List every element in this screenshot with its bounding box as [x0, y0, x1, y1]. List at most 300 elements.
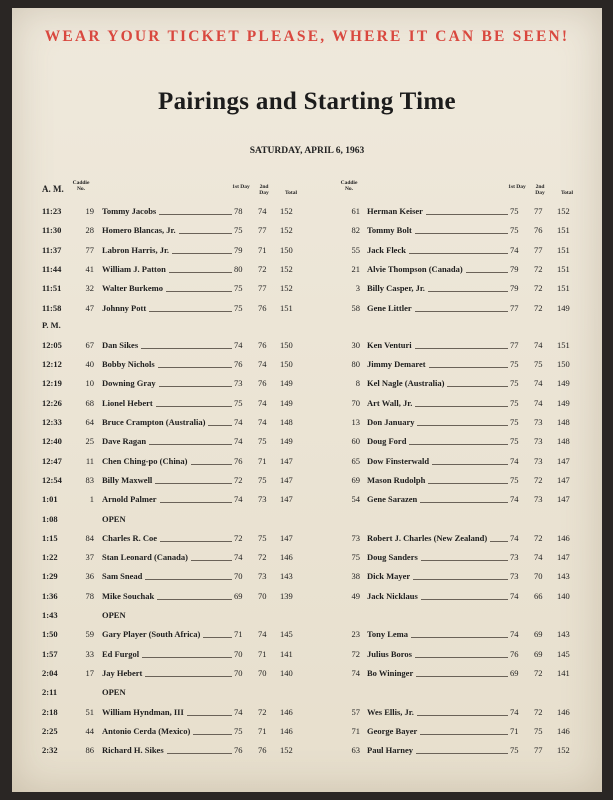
total-score: 151 [280, 302, 293, 313]
second-day-score: 74 [258, 629, 267, 640]
second-day-score: 74 [258, 206, 267, 216]
caddie-number: 57 [351, 706, 360, 717]
total-score: 149 [280, 378, 293, 389]
second-day-score: 76 [258, 378, 267, 389]
second-day-score: 73 [534, 455, 543, 466]
total-score: 143 [280, 571, 293, 582]
caddie-number: 86 [85, 745, 94, 756]
first-day-score: 73 [510, 552, 519, 563]
leader-line [466, 272, 508, 273]
player-name: Downing Gray [102, 378, 156, 389]
caddie-number: 38 [351, 571, 360, 582]
second-day-score: 74 [534, 397, 543, 408]
total-score: 147 [557, 474, 570, 485]
leader-line [145, 676, 232, 677]
caddie-number: 8 [355, 378, 360, 389]
tee-time: 1:43 [42, 610, 58, 620]
tee-time: 11:44 [42, 263, 62, 274]
first-day-score: 75 [510, 436, 519, 447]
caddie-number: 3 [355, 283, 360, 294]
total-score: 146 [280, 706, 293, 717]
first-day-score: 75 [510, 397, 519, 408]
total-score: 139 [280, 590, 293, 601]
caddie-number: 83 [85, 474, 94, 485]
caddie-number: 37 [85, 552, 94, 563]
player-name: Art Wall, Jr. [367, 397, 413, 408]
player-name: Alvie Thompson (Canada) [367, 263, 463, 274]
player-name: Gary Player (South Africa) [102, 629, 201, 640]
player-name: Wes Ellis, Jr. [367, 706, 414, 717]
caddie-number: 54 [351, 494, 360, 505]
first-day-score: 75 [510, 359, 519, 370]
first-day-score: 75 [234, 397, 243, 408]
caddie-number: 23 [351, 629, 360, 640]
total-score: 140 [557, 590, 570, 601]
player-name: Kel Nagle (Australia) [367, 378, 445, 389]
first-day-score: 76 [510, 648, 519, 659]
caddie-number: 40 [85, 359, 94, 370]
total-score: 147 [280, 474, 293, 485]
caddie-number: 74 [351, 667, 360, 678]
leader-line [158, 367, 232, 368]
total-score: 147 [557, 455, 570, 466]
first-day-score: 79 [510, 263, 519, 274]
leader-line [157, 599, 232, 600]
first-day-score: 74 [510, 494, 519, 505]
leader-line [426, 214, 508, 215]
leader-line [160, 541, 232, 542]
caddie-number: 84 [85, 532, 94, 543]
total-score: 150 [280, 359, 293, 370]
player-name: Jimmy Demaret [367, 359, 426, 370]
leader-line [415, 233, 508, 234]
leader-line [420, 734, 508, 735]
tee-time: 12:47 [42, 455, 62, 466]
leader-line [155, 483, 232, 484]
player-name: Stan Leonard (Canada) [102, 552, 188, 563]
player-name: Mike Souchak [102, 590, 155, 601]
first-day-score: 74 [234, 417, 243, 427]
open-slot: OPEN [102, 513, 126, 524]
second-day-score: 72 [534, 532, 543, 543]
tee-time: 1:01 [42, 494, 58, 505]
first-day-score: 74 [234, 552, 243, 563]
first-day-score: 77 [510, 302, 519, 313]
total-score: 146 [280, 725, 293, 736]
player-name: William Hyndman, III [102, 706, 184, 717]
player-name: Dow Finsterwald [367, 455, 430, 466]
second-day-score: 73 [534, 436, 543, 447]
player-name: Arnold Palmer [102, 494, 157, 505]
caddie-number: 28 [85, 225, 94, 236]
second-day-header-left: 2nd Day [259, 184, 269, 196]
second-day-score: 77 [258, 225, 267, 236]
caddie-number: 30 [351, 339, 360, 350]
total-score: 141 [557, 667, 570, 678]
caddie-number: 36 [85, 571, 94, 582]
player-name: Jack Fleck [367, 244, 406, 255]
tee-time: 12:54 [42, 474, 62, 485]
am-header: A. M. [42, 184, 64, 194]
first-day-score: 74 [510, 244, 519, 255]
total-score: 146 [280, 552, 293, 563]
leader-line [417, 715, 508, 716]
pairings-sheet [12, 8, 602, 792]
player-name: Chen Ching-po (China) [102, 455, 188, 466]
total-score: 147 [280, 494, 293, 505]
caddie-number: 33 [85, 648, 94, 659]
second-day-score: 69 [534, 629, 543, 640]
first-day-score: 74 [234, 494, 243, 505]
tee-time: 2:18 [42, 706, 58, 717]
player-name: Gene Littler [367, 302, 412, 313]
player-name: Tommy Bolt [367, 225, 412, 236]
total-header-left: Total [284, 190, 298, 196]
second-day-score: 69 [534, 648, 543, 659]
player-name: Don January [367, 417, 415, 427]
player-name: Doug Ford [367, 436, 407, 447]
tee-time: 2:32 [42, 745, 58, 756]
second-day-score: 74 [534, 378, 543, 389]
first-day-score: 74 [234, 436, 243, 447]
leader-line [208, 425, 232, 426]
total-score: 147 [280, 532, 293, 543]
leader-line [421, 599, 508, 600]
caddie-number: 41 [85, 263, 94, 274]
total-score: 148 [280, 417, 293, 427]
leader-line [415, 406, 508, 407]
leader-line [191, 464, 233, 465]
first-day-score: 72 [234, 474, 243, 485]
player-name: Billy Maxwell [102, 474, 153, 485]
leader-line [149, 444, 232, 445]
leader-line [417, 425, 508, 426]
caddie-number: 49 [351, 590, 360, 601]
first-day-score: 77 [510, 339, 519, 350]
pm-header: P. M. [42, 319, 61, 330]
first-day-score: 75 [510, 225, 519, 236]
first-day-score: 74 [234, 706, 243, 717]
total-score: 146 [557, 532, 570, 543]
leader-line [409, 444, 508, 445]
first-day-score: 74 [234, 339, 243, 350]
leader-line [141, 348, 232, 349]
caddie-number: 51 [85, 706, 94, 717]
first-day-score: 80 [234, 263, 243, 274]
first-day-score: 75 [510, 206, 519, 216]
first-day-score: 74 [510, 629, 519, 640]
second-day-score: 72 [258, 263, 267, 274]
leader-line [415, 657, 508, 658]
caddie-header-right: Caddie No. [340, 180, 358, 192]
second-day-score: 72 [534, 283, 543, 294]
leader-line [169, 272, 232, 273]
caddie-number: 21 [351, 263, 360, 274]
tee-time: 12:40 [42, 436, 62, 447]
first-day-score: 75 [234, 283, 243, 294]
leader-line [187, 715, 232, 716]
leader-line [421, 560, 508, 561]
tee-time: 12:05 [42, 339, 62, 350]
tee-time: 11:37 [42, 244, 62, 255]
tee-time: 1:08 [42, 513, 58, 524]
total-score: 145 [280, 629, 293, 640]
caddie-number: 25 [85, 436, 94, 447]
leader-line [428, 483, 508, 484]
tee-time: 12:33 [42, 417, 62, 427]
first-day-score: 72 [234, 532, 243, 543]
second-day-score: 77 [534, 745, 543, 756]
second-day-score: 77 [534, 244, 543, 255]
second-day-score: 72 [534, 667, 543, 678]
leader-line [145, 579, 232, 580]
tee-time: 2:25 [42, 725, 58, 736]
second-day-score: 73 [534, 417, 543, 427]
total-score: 147 [557, 552, 570, 563]
second-day-score: 73 [258, 571, 267, 582]
player-name: Bo Wininger [367, 667, 414, 678]
second-day-score: 73 [534, 494, 543, 505]
total-score: 147 [557, 494, 570, 505]
page-title: Pairings and Starting Time [158, 88, 456, 115]
leader-line [447, 386, 508, 387]
second-day-score: 73 [258, 494, 267, 505]
first-day-score: 75 [234, 225, 243, 236]
total-score: 149 [557, 302, 570, 313]
second-day-score: 70 [534, 571, 543, 582]
player-name: William J. Patton [102, 263, 166, 274]
second-day-score: 71 [258, 725, 267, 736]
leader-line [191, 560, 232, 561]
total-score: 151 [557, 263, 570, 274]
player-name: Lionel Hebert [102, 397, 153, 408]
caddie-number: 82 [351, 225, 360, 236]
leader-line [415, 348, 508, 349]
player-name: Antonio Cerda (Mexico) [102, 725, 191, 736]
caddie-number: 80 [351, 359, 360, 370]
leader-line [167, 753, 232, 754]
second-day-score: 72 [534, 302, 543, 313]
second-day-score: 71 [258, 648, 267, 659]
tee-time: 1:50 [42, 629, 58, 640]
total-score: 140 [280, 667, 293, 678]
caddie-number: 61 [351, 206, 360, 216]
caddie-number: 55 [351, 244, 360, 255]
leader-line [159, 214, 232, 215]
player-name: Ed Furgol [102, 648, 140, 659]
second-day-score: 76 [258, 302, 267, 313]
first-day-score: 69 [234, 590, 243, 601]
player-name: Tony Lema [367, 629, 409, 640]
caddie-number: 63 [351, 745, 360, 756]
caddie-number: 65 [351, 455, 360, 466]
caddie-number: 72 [351, 648, 360, 659]
second-day-score: 72 [534, 706, 543, 717]
total-score: 143 [557, 629, 570, 640]
player-name: Herman Keiser [367, 206, 423, 216]
total-score: 152 [280, 283, 293, 294]
first-day-score: 75 [510, 378, 519, 389]
leader-line [203, 637, 232, 638]
player-name: Richard H. Sikes [102, 745, 164, 756]
leader-line [156, 406, 232, 407]
leader-line [409, 253, 508, 254]
second-day-score: 74 [258, 359, 267, 370]
caddie-number: 78 [85, 590, 94, 601]
caddie-number: 71 [351, 725, 360, 736]
caddie-number: 70 [351, 397, 360, 408]
total-score: 152 [557, 206, 570, 216]
player-name: Jack Nicklaus [367, 590, 418, 601]
leader-line [411, 637, 508, 638]
second-day-score: 75 [258, 474, 267, 485]
first-day-score: 74 [510, 590, 519, 601]
player-name: Dave Ragan [102, 436, 147, 447]
leader-line [416, 753, 508, 754]
caddie-number: 58 [351, 302, 360, 313]
caddie-number: 59 [85, 629, 94, 640]
first-day-score: 70 [234, 571, 243, 582]
first-day-score: 79 [510, 283, 519, 294]
second-day-score: 74 [258, 397, 267, 408]
first-day-score: 71 [510, 725, 519, 736]
first-day-score: 75 [510, 745, 519, 756]
second-day-score: 76 [534, 225, 543, 236]
caddie-number: 32 [85, 283, 94, 294]
leader-line [429, 367, 508, 368]
player-name: Jay Hebert [102, 667, 143, 678]
player-name: Walter Burkemo [102, 283, 163, 294]
second-day-score: 75 [258, 532, 267, 543]
total-score: 152 [280, 263, 293, 274]
total-header-right: Total [560, 190, 574, 196]
caddie-number: 75 [351, 552, 360, 563]
tee-time: 12:19 [42, 378, 62, 389]
second-day-score: 75 [534, 359, 543, 370]
second-day-score: 76 [258, 745, 267, 756]
first-day-score: 75 [234, 725, 243, 736]
caddie-number: 10 [85, 378, 94, 389]
second-day-score: 72 [258, 552, 267, 563]
player-name: Dan Sikes [102, 339, 139, 350]
first-day-score: 73 [234, 378, 243, 389]
tee-time: 11:23 [42, 206, 62, 216]
total-score: 152 [280, 206, 293, 216]
total-score: 146 [557, 725, 570, 736]
leader-line [166, 291, 232, 292]
second-day-score: 77 [258, 283, 267, 294]
first-day-score: 70 [234, 648, 243, 659]
player-name: Bobby Nichols [102, 359, 155, 370]
first-day-score: 74 [510, 532, 519, 543]
caddie-number: 11 [85, 455, 94, 466]
first-day-score: 79 [234, 244, 243, 255]
player-name: Julius Boros [367, 648, 412, 659]
tee-time: 1:57 [42, 648, 58, 659]
open-slot: OPEN [102, 610, 126, 620]
tee-time: 11:58 [42, 302, 62, 313]
leader-line [149, 311, 232, 312]
player-name: Robert J. Charles (New Zealand) [367, 532, 488, 543]
total-score: 147 [280, 455, 293, 466]
total-score: 151 [557, 283, 570, 294]
total-score: 145 [557, 648, 570, 659]
leader-line [159, 386, 232, 387]
leader-line [179, 233, 232, 234]
caddie-number: 68 [85, 397, 94, 408]
total-score: 149 [557, 397, 570, 408]
second-day-score: 76 [258, 339, 267, 350]
second-day-score: 75 [258, 436, 267, 447]
first-day-score: 78 [234, 206, 243, 216]
second-day-score: 74 [534, 339, 543, 350]
player-name: Charles R. Coe [102, 532, 158, 543]
second-day-score: 72 [534, 263, 543, 274]
player-name: Billy Casper, Jr. [367, 283, 425, 294]
first-day-score: 73 [510, 571, 519, 582]
total-score: 152 [557, 745, 570, 756]
tee-time: 1:36 [42, 590, 58, 601]
first-day-score: 71 [234, 629, 243, 640]
tee-time: 12:12 [42, 359, 62, 370]
tee-time: 2:04 [42, 667, 58, 678]
player-name: Dick Mayer [367, 571, 411, 582]
caddie-number: 1 [89, 494, 94, 505]
caddie-number: 60 [351, 436, 360, 447]
second-day-score: 70 [258, 667, 267, 678]
leader-line [416, 676, 508, 677]
leader-line [420, 502, 508, 503]
open-slot: OPEN [102, 687, 126, 698]
tee-time: 11:30 [42, 225, 62, 236]
player-name: Sam Snead [102, 571, 143, 582]
first-day-header-right: 1st Day [508, 184, 526, 190]
second-day-score: 71 [258, 455, 267, 466]
first-day-score: 74 [510, 455, 519, 466]
second-day-score: 71 [258, 244, 267, 255]
total-score: 146 [557, 706, 570, 717]
tee-time: 2:11 [42, 687, 58, 698]
first-day-score: 74 [510, 706, 519, 717]
leader-line [428, 291, 508, 292]
caddie-number: 77 [85, 244, 94, 255]
first-day-header-left: 1st Day [232, 184, 250, 190]
caddie-number: 69 [351, 474, 360, 485]
total-score: 143 [557, 571, 570, 582]
player-name: Tommy Jacobs [102, 206, 157, 216]
total-score: 151 [557, 244, 570, 255]
leader-line [193, 734, 232, 735]
caddie-number: 44 [85, 725, 94, 736]
player-name: Labron Harris, Jr. [102, 244, 170, 255]
second-day-score: 75 [534, 725, 543, 736]
second-day-score: 74 [258, 417, 267, 427]
caddie-number: 73 [351, 532, 360, 543]
second-day-score: 66 [534, 590, 543, 601]
first-day-score: 70 [234, 667, 243, 678]
second-day-score: 77 [534, 206, 543, 216]
first-day-score: 69 [510, 667, 519, 678]
total-score: 152 [280, 745, 293, 756]
event-date: SATURDAY, APRIL 6, 1963 [249, 146, 365, 156]
first-day-score: 75 [510, 417, 519, 427]
player-name: Bruce Crampton (Australia) [102, 417, 206, 427]
leader-line [160, 502, 232, 503]
leader-line [490, 541, 508, 542]
second-day-score: 72 [258, 706, 267, 717]
tee-time: 1:22 [42, 552, 58, 563]
tee-time: 11:51 [42, 283, 62, 294]
